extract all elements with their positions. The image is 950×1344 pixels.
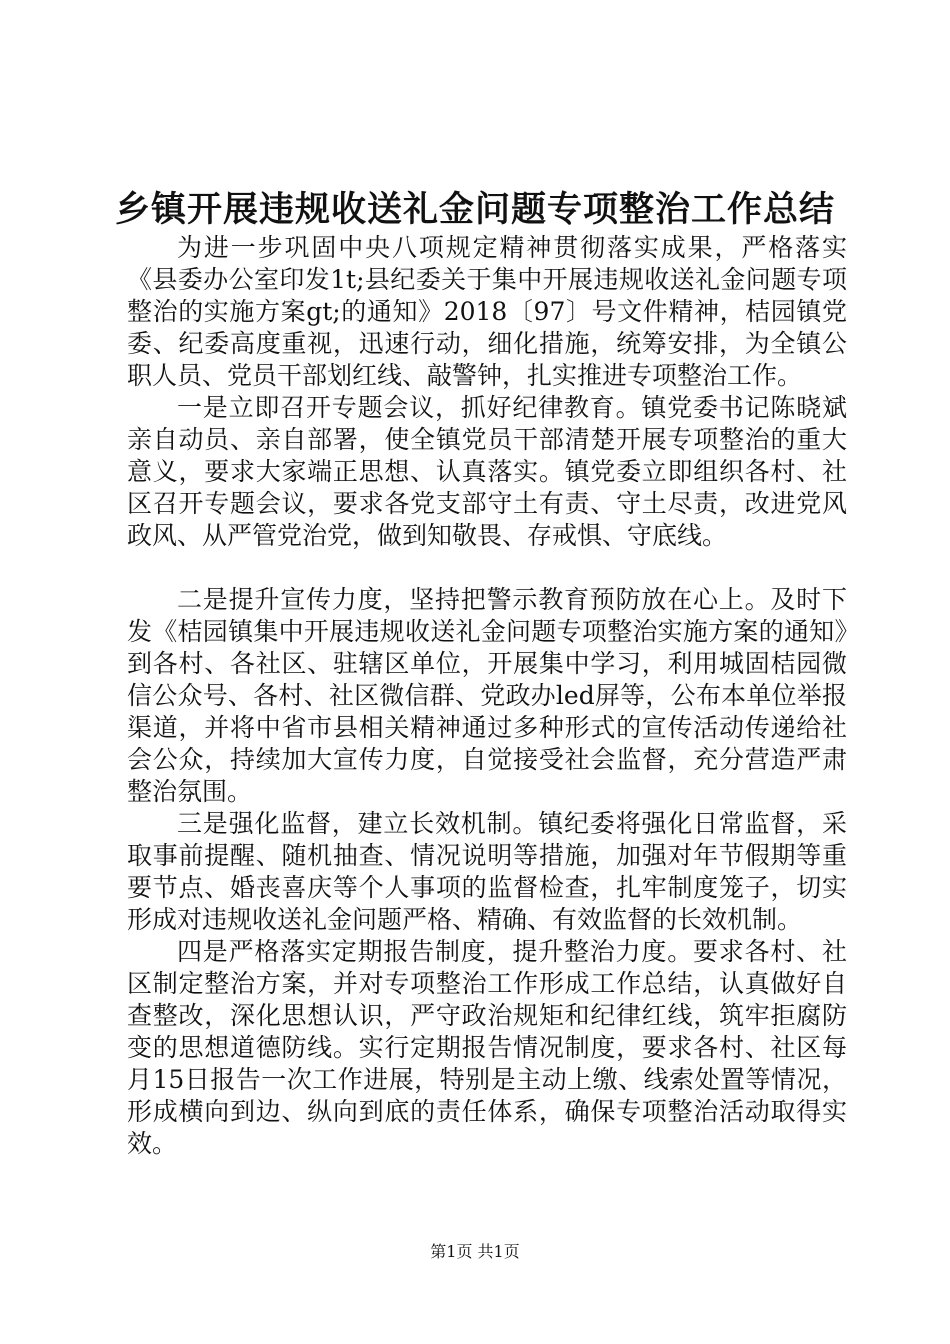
document-title: 乡镇开展违规收送礼金问题专项整治工作总结 — [114, 189, 835, 230]
intro-paragraph: 为进一步巩固中央八项规定精神贯彻落实成果，严格落实《县委办公室印发1t;县纪委关于集中开展违规收送礼金问题专项整治的实施方案gt;的通知》2018〔97〕号文件精神，桔园镇党委、纪委高度重视，迅速行动，细化措施，统筹安排，为全镇公职人员、党员干部划红线、敲警钟，扎实推进专项整治工作。 — [127, 233, 847, 390]
document-body — [127, 232, 847, 1160]
paragraph-1: 一是立即召开专题会议，抓好纪律教育。镇党委书记陈晓斌亲自动员、亲自部署，使全镇党员干部清楚开展专项整治的重大意义，要求大家端正思想、认真落实。镇党委立即组织各村、社区召开专题会议，要求各党支部守土有责、守土尽责，改进党风政风、从严管党治党，做到知敬畏、存戒惧、守底线。 — [127, 393, 847, 550]
paragraph-3: 三是强化监督，建立长效机制。镇纪委将强化日常监督，采取事前提醒、随机抽查、情况说明等措施，加强对年节假期等重要节点、婚丧喜庆等个人事项的监督检查，扎牢制度笼子，切实形成对违规收送礼金问题严格、精确、有效监督的长效机制。 — [127, 809, 847, 934]
paragraph-2: 二是提升宣传力度，坚持把警示教育预防放在心上。及时下发《桔园镇集中开展违规收送礼金问题专项整治实施方案的通知》到各村、各社区、驻辖区单位，开展集中学习，利用城固桔园微信公众号、各村、社区微信群、党政办led屏等，公布本单位举报渠道，并将中省市县相关精神通过多种形式的宣传活动传递给社会公众，持续加大宣传力度，自觉接受社会监督，充分营造严肃整治氛围。 — [127, 585, 847, 806]
page-number-footer: 第1页 共1页 — [430, 1242, 520, 1261]
paragraph-4: 四是严格落实定期报告制度，提升整治力度。要求各村、社区制定整治方案，并对专项整治工作形成工作总结，认真做好自查整改，深化思想认识，严守政治规矩和纪律红线，筑牢拒腐防变的思想道德防线。实行定期报告情况制度，要求各村、社区每月15日报告一次工作进展，特别是主动上缴、线索处置等情况，形成横向到边、纵向到底的责任体系，确保专项整治活动取得实效。 — [127, 937, 847, 1158]
